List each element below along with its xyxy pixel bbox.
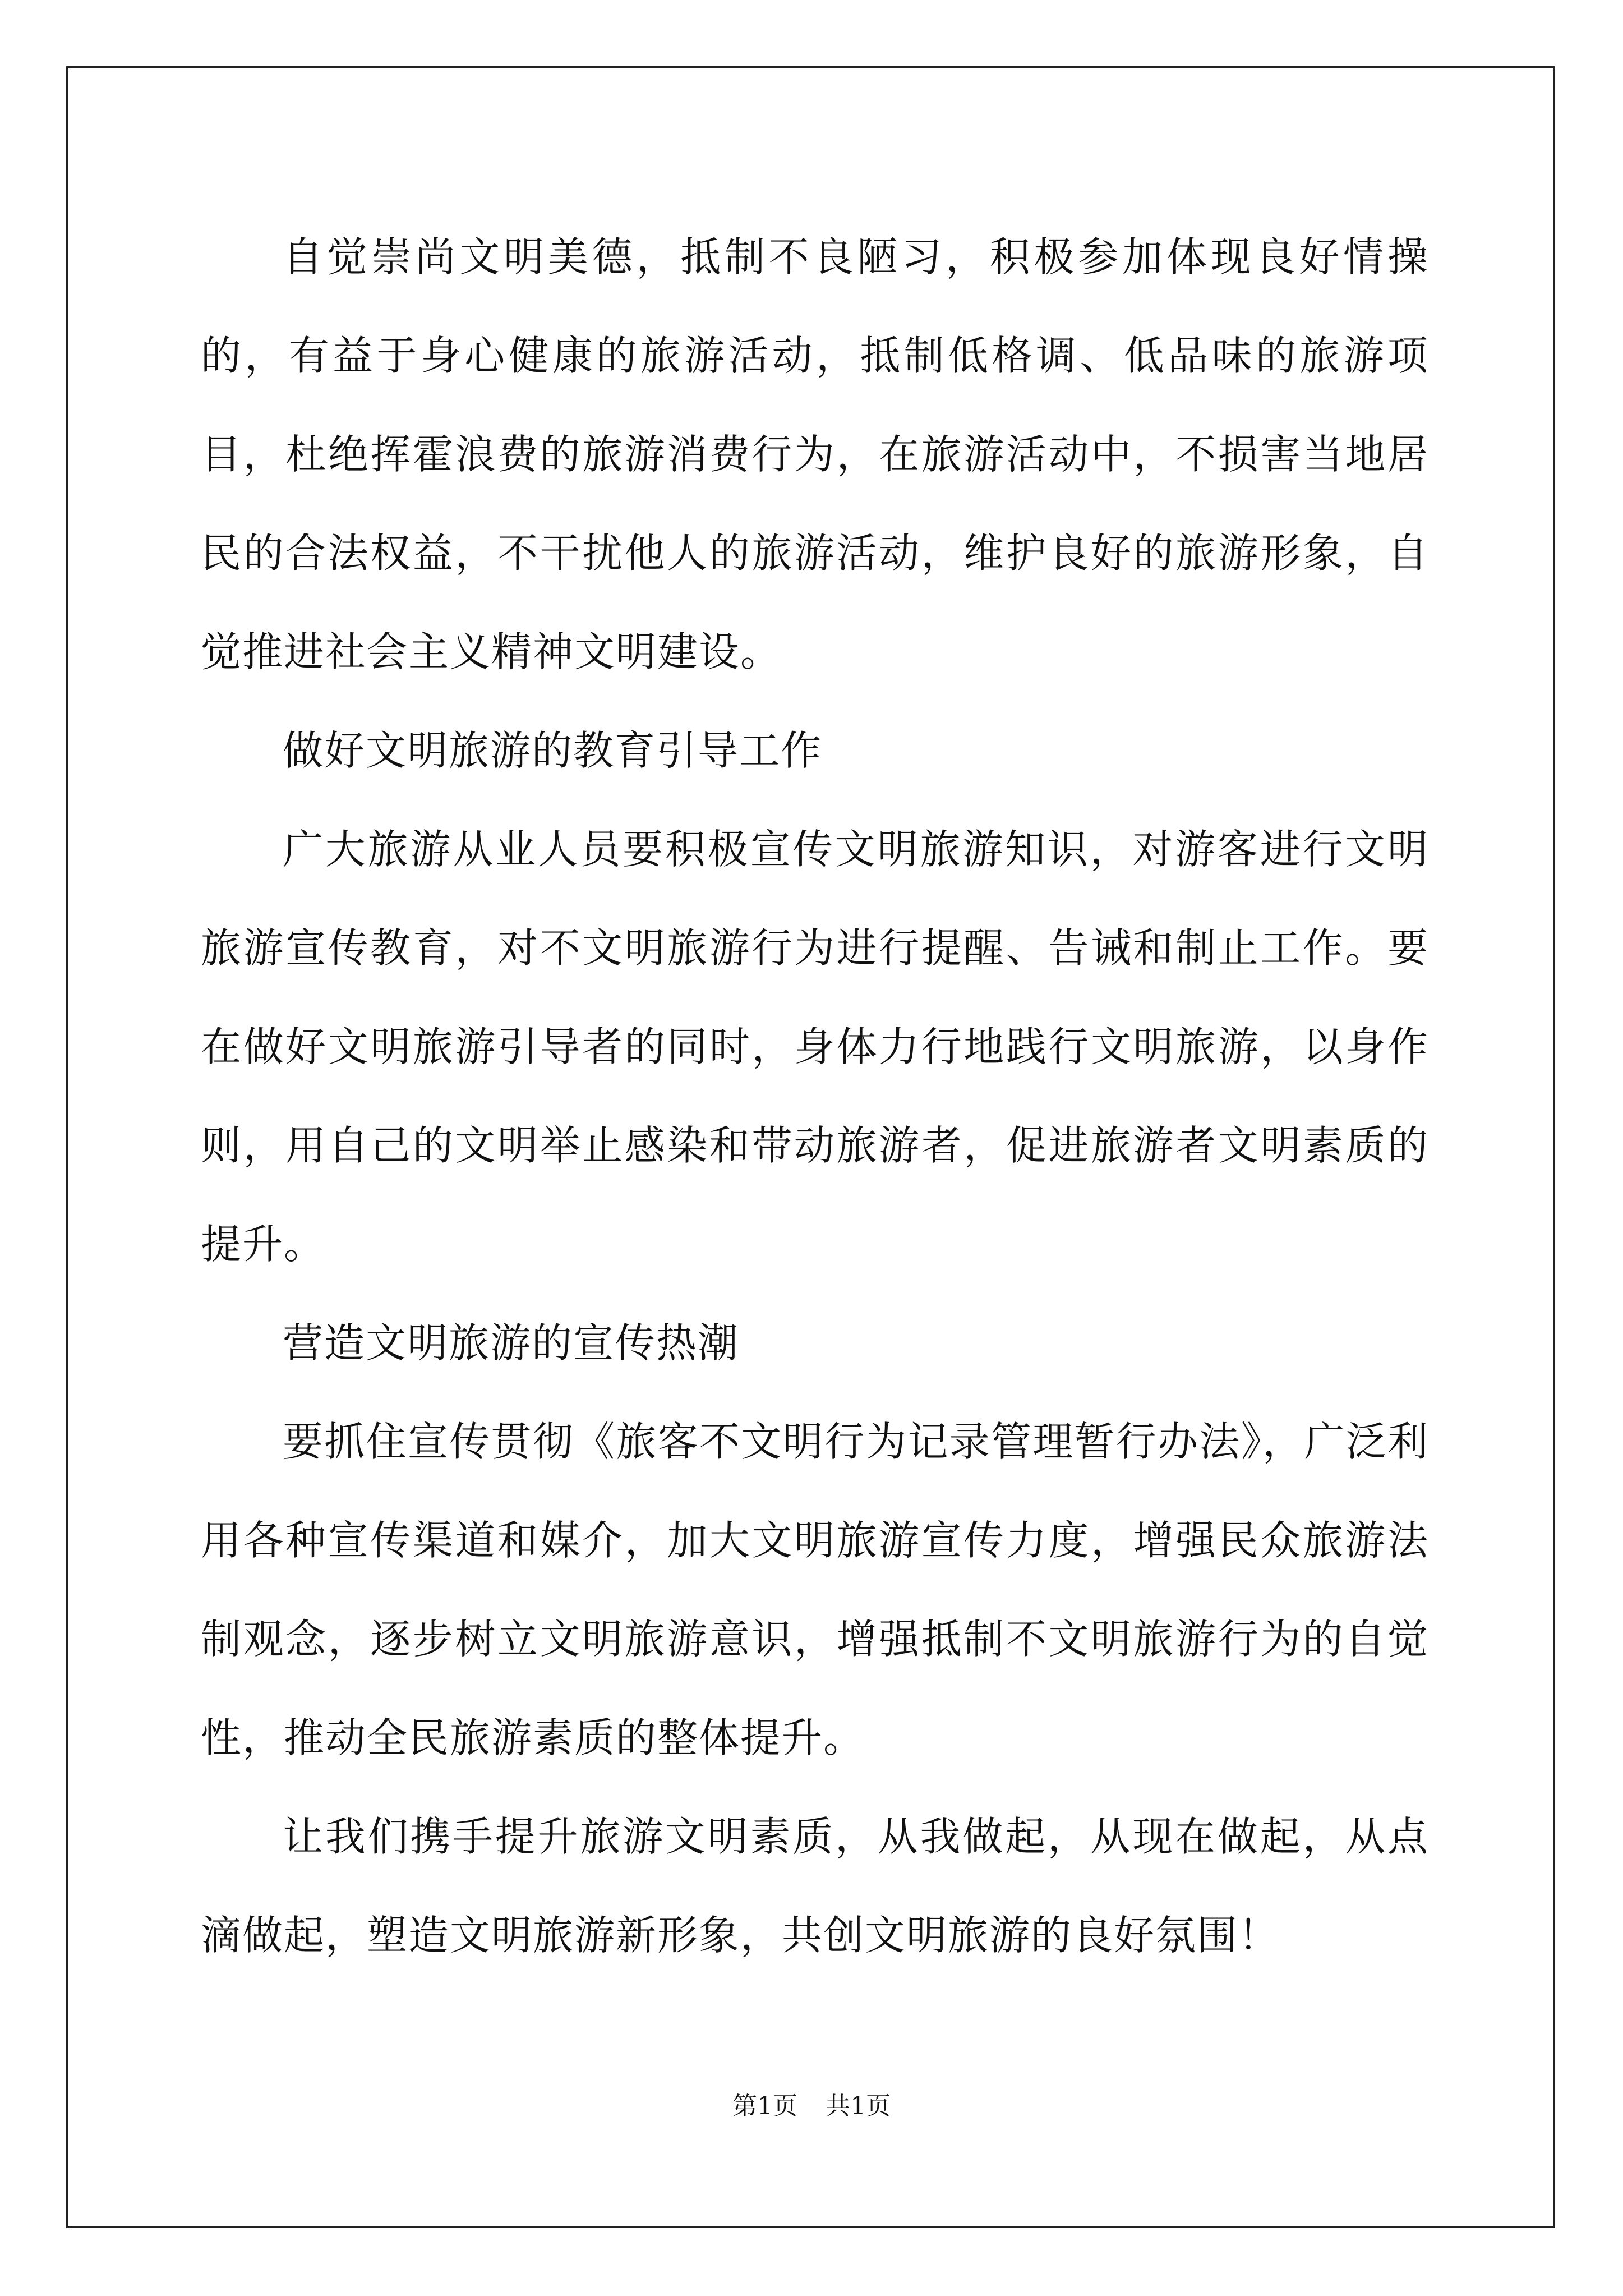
paragraph-4: 让我们携手提升旅游文明素质，从我做起，从现在做起，从点滴做起，塑造文明旅游新形象，共创文明旅游的良好氛围！ [201, 1813, 1429, 1959]
paragraph-3: 要抓住宣传贯彻《旅客不文明行为记录管理暂行办法》，广泛利用各种宣传渠道和媒介，加大文明旅游宣传力度，增强民众旅游法制观念，逐步树立文明旅游意识，增强抵制不文明旅游行为的自觉性，推动全民旅游素质的整体提升。 [201, 1418, 1429, 1761]
section-heading-2: 营造文明旅游的宣传热潮 [283, 1319, 740, 1366]
page-number-current: 第1页 [732, 2092, 797, 2120]
section-heading-1: 做好文明旅游的教育引导工作 [283, 727, 823, 774]
paragraph-2: 广大旅游从业人员要积极宣传文明旅游知识，对游客进行文明旅游宣传教育，对不文明旅游行为进行提醒、告诫和制止工作。要在做好文明旅游引导者的同时，身体力行地践行文明旅游，以身作则，用自己的文明举止感染和带动旅游者，促进旅游者文明素质的提升。 [201, 826, 1429, 1268]
page-footer [0, 2086, 1623, 2122]
document-body [201, 208, 1429, 1985]
page-number-total: 共1页 [826, 2092, 891, 2120]
paragraph-1: 自觉崇尚文明美德，抵制不良陋习，积极参加体现良好情操的，有益于身心健康的旅游活动，抵制低格调、低品味的旅游项目，杜绝挥霍浪费的旅游消费行为，在旅游活动中，不损害当地居民的合法权益，不干扰他人的旅游活动，维护良好的旅游形象，自觉推进社会主义精神文明建设。 [201, 233, 1429, 675]
